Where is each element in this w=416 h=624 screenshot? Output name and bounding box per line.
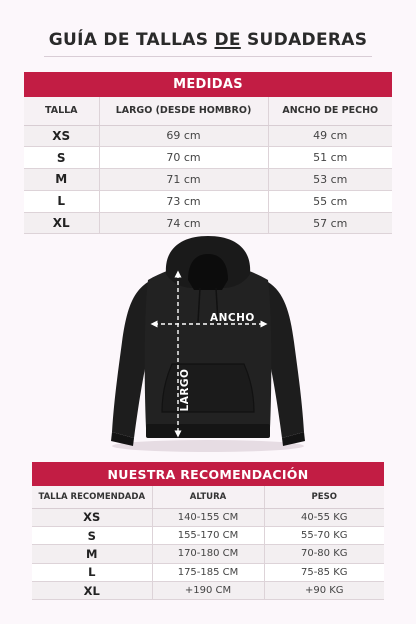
size-cell: M <box>32 545 152 563</box>
width-cell: 53 cm <box>268 169 392 191</box>
hoodie-illustration <box>104 232 312 454</box>
table-row <box>32 563 384 581</box>
title-divider <box>44 56 372 57</box>
size-cell: S <box>32 526 152 544</box>
height-cell: 170-180 CM <box>152 545 264 563</box>
title-part-2: DE <box>214 30 241 50</box>
size-cell: L <box>24 190 99 212</box>
table-row <box>24 212 392 234</box>
height-cell: 175-185 CM <box>152 563 264 581</box>
width-cell: 55 cm <box>268 190 392 212</box>
height-cell: 155-170 CM <box>152 526 264 544</box>
column-header-weight: PESO <box>264 486 384 508</box>
size-cell: L <box>32 563 152 581</box>
height-cell: +190 CM <box>152 582 264 600</box>
table-row <box>32 545 384 563</box>
length-label: LARGO <box>179 368 191 412</box>
width-cell: 51 cm <box>268 147 392 169</box>
recommendation-heading: NUESTRA RECOMENDACIÓN <box>32 462 384 486</box>
table-row <box>32 508 384 526</box>
hoodie-icon <box>104 232 312 454</box>
column-header-ancho: ANCHO DE PECHO <box>268 97 392 125</box>
size-cell: XS <box>32 508 152 526</box>
measures-heading: MEDIDAS <box>24 72 392 97</box>
size-cell: M <box>24 169 99 191</box>
table-row <box>24 169 392 191</box>
width-cell: 57 cm <box>268 212 392 234</box>
weight-cell: 75-85 KG <box>264 563 384 581</box>
column-header-recommended-size: TALLA RECOMENDADA <box>32 486 152 508</box>
length-cell: 70 cm <box>99 147 268 169</box>
column-header-talla: TALLA <box>24 97 99 125</box>
page-title <box>0 30 416 50</box>
size-cell: XL <box>24 212 99 234</box>
recommendation-table <box>32 462 384 600</box>
table-row <box>32 526 384 544</box>
length-cell: 73 cm <box>99 190 268 212</box>
length-cell: 69 cm <box>99 125 268 147</box>
table-row <box>24 125 392 147</box>
width-label: ANCHO <box>210 312 255 324</box>
weight-cell: 55-70 KG <box>264 526 384 544</box>
length-cell: 74 cm <box>99 212 268 234</box>
title-part-1: GUÍA DE TALLAS <box>48 30 215 50</box>
size-cell: XS <box>24 125 99 147</box>
weight-cell: 70-80 KG <box>264 545 384 563</box>
column-header-largo: LARGO (DESDE HOMBRO) <box>99 97 268 125</box>
column-header-height: ALTURA <box>152 486 264 508</box>
weight-cell: 40-55 KG <box>264 508 384 526</box>
table-row <box>24 190 392 212</box>
size-cell: S <box>24 147 99 169</box>
size-cell: XL <box>32 582 152 600</box>
width-cell: 49 cm <box>268 125 392 147</box>
table-row <box>32 582 384 600</box>
title-part-3: SUDADERAS <box>240 30 368 50</box>
height-cell: 140-155 CM <box>152 508 264 526</box>
weight-cell: +90 KG <box>264 582 384 600</box>
length-cell: 71 cm <box>99 169 268 191</box>
measures-table <box>24 72 392 234</box>
table-row <box>24 147 392 169</box>
